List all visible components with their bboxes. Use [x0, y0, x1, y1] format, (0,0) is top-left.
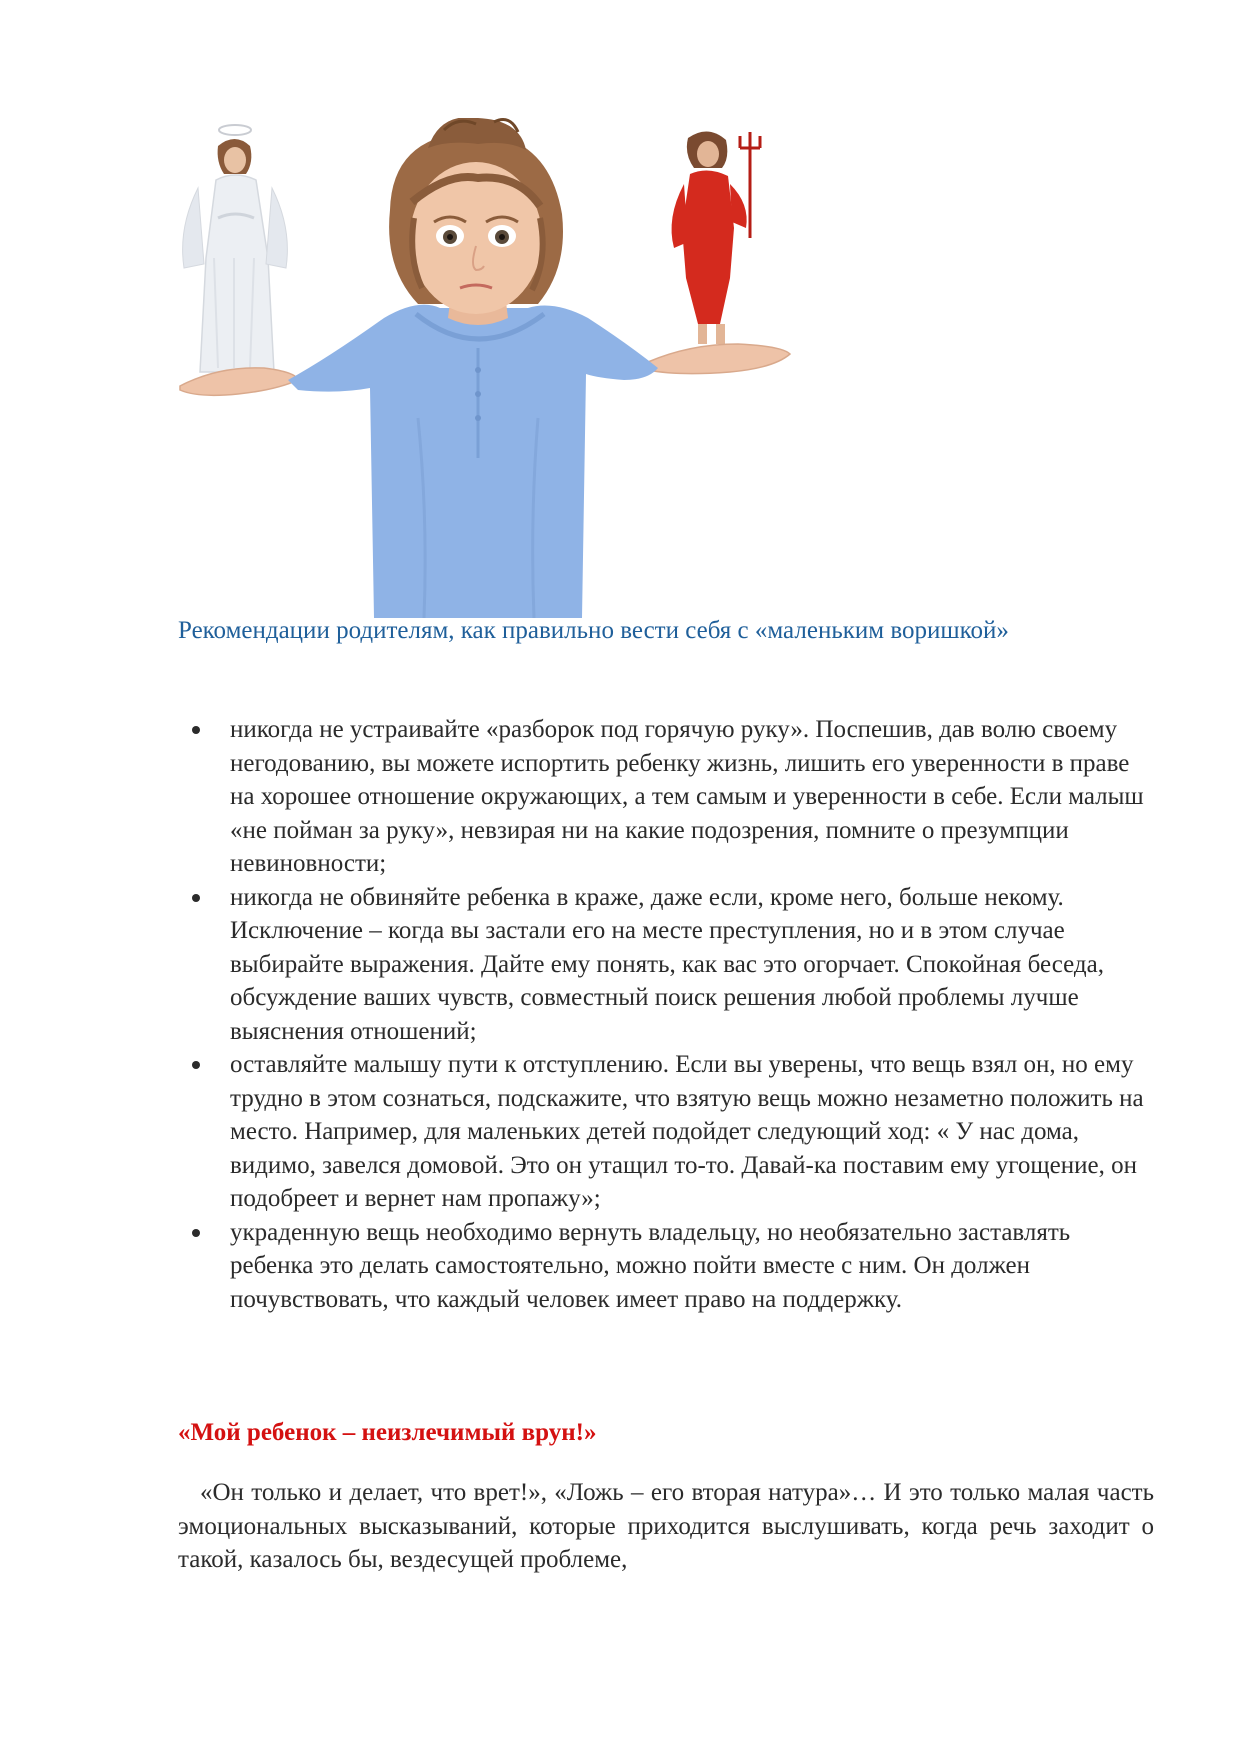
list-item-text: украденную вещь необходимо вернуть владельцу, но необязательно заставлять ребенка это делать самостоятельно, можно пойти вместе с ним. Он должен почувствовать, что каждый человек имеет право на поддержку.	[230, 1218, 1071, 1313]
list-item	[178, 1216, 1158, 1317]
recommendations-list	[178, 713, 1158, 1316]
girl-figure	[288, 118, 658, 618]
bullet-icon	[192, 1229, 200, 1237]
list-item	[178, 1048, 1158, 1216]
list-item	[178, 881, 1158, 1049]
list-item-text: оставляйте малышу пути к отступлению. Если вы уверены, что вещь взял он, но ему трудно в этом сознаться, подскажите, что взятую вещь можно незаметно положить на место. Например, для маленьких детей подойдет следующий ход: « У нас дома, видимо, завелся домовой. Это он утащил то-то. Давай-ка поставим ему угощение, он подобреет и вернет нам пропажу»;	[230, 1051, 1144, 1212]
angel-figure	[183, 125, 288, 386]
right-hand	[648, 344, 790, 374]
left-hand	[180, 368, 298, 396]
bullet-icon	[192, 894, 200, 902]
list-item	[178, 713, 1158, 881]
bullet-icon	[192, 726, 200, 734]
list-item-text: никогда не обвиняйте ребенка в краже, даже если, кроме него, больше некому. Исключение – когда вы застали его на месте преступления, но и в этом случае выбирайте выражения. Дайте ему понять, как вас это огорчает. Спокойная беседа, обсуждение ваших чувств, совместный поиск решения любой проблемы лучше выяснения отношений;	[230, 883, 1104, 1045]
recommendations-heading: Рекомендации родителям, как правильно вести себя с «маленьким воришкой»	[178, 617, 1009, 644]
liar-section-intro: «Он только и делает, что врет!», «Ложь – его вторая натура»… И это только малая часть эмоциональных высказываний, которые приходится выслушивать, когда речь заходит о такой, казалось бы, вездесущей проблеме,	[178, 1479, 1154, 1573]
liar-section-heading: «Мой ребенок – неизлечимый врун!»	[178, 1419, 597, 1446]
list-item-text: никогда не устраивайте «разборок под горячую руку». Поспешив, дав волю своему негодованию, вы можете испортить ребенку жизнь, лишить его уверенности в праве на хорошее отношение окружающих, а тем самым и уверенности в себе. Если малыш «не пойман за руку», невзирая ни на какие подозрения, помните о презумпции невиновности;	[230, 716, 1144, 877]
girl-angel-devil-illustration	[178, 118, 792, 618]
devil-figure	[672, 131, 760, 344]
bullet-icon	[192, 1061, 200, 1069]
